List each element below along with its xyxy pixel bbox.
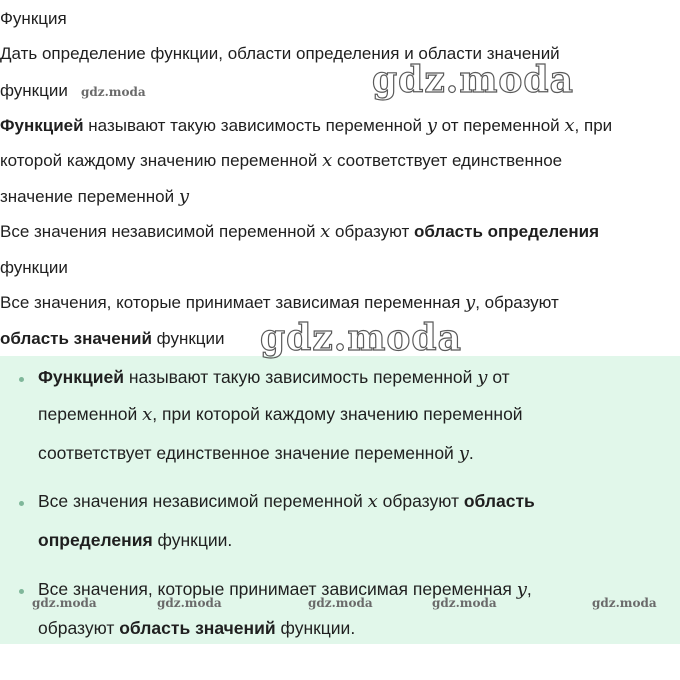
variable-y: y bbox=[465, 292, 476, 313]
answer-item-1-line-2 bbox=[38, 403, 523, 426]
text-fragment: , образуют bbox=[475, 293, 559, 312]
definition-domain-line-2 bbox=[0, 257, 68, 279]
watermark-large: gdz.moda bbox=[372, 59, 574, 101]
text-fragment: функции bbox=[151, 329, 225, 348]
text-fragment: Все значения, которые принимает зависимая переменная bbox=[0, 293, 466, 312]
variable-y: y bbox=[516, 579, 527, 600]
term-domain: область определения bbox=[413, 222, 600, 241]
variable-x: x bbox=[367, 491, 378, 512]
answer-item-2-line-2 bbox=[38, 529, 232, 551]
watermark-small: gdz.moda bbox=[432, 596, 497, 610]
text-fragment: функции. bbox=[152, 530, 233, 550]
text-fragment: образуют bbox=[38, 618, 120, 638]
term-function: Функцией bbox=[0, 116, 84, 135]
watermark-small: gdz.moda bbox=[308, 596, 373, 610]
term-function: Функцией bbox=[38, 367, 125, 387]
text-fragment: переменной bbox=[38, 404, 143, 424]
definition-range-line-1 bbox=[0, 292, 559, 314]
text-fragment: образуют bbox=[330, 222, 414, 241]
watermark-small: gdz.moda bbox=[32, 596, 97, 610]
task-text: Дать определение функции, области определения и области значений bbox=[0, 44, 560, 63]
text-fragment: соответствует единственное bbox=[332, 151, 563, 170]
watermark-small: gdz.moda bbox=[81, 85, 146, 99]
term-domain: область bbox=[463, 491, 535, 511]
task-line-2 bbox=[0, 80, 68, 102]
term-range: область значений bbox=[0, 329, 152, 348]
text-fragment: называют такую зависимость переменной bbox=[124, 367, 478, 387]
variable-x: x bbox=[564, 115, 575, 136]
title-text: Функция bbox=[0, 9, 67, 28]
text-fragment: , bbox=[526, 579, 532, 599]
text-fragment: называют такую зависимость переменной bbox=[83, 116, 427, 135]
page-title bbox=[0, 8, 67, 30]
text-fragment: функции. bbox=[275, 618, 356, 638]
task-text-end: функции bbox=[0, 81, 68, 100]
text-fragment: Все значения, которые принимает зависимая переменная bbox=[38, 579, 517, 599]
watermark-large: gdz.moda bbox=[260, 317, 462, 359]
variable-x: x bbox=[320, 221, 331, 242]
text-fragment: соответствует единственное значение переменной bbox=[38, 443, 459, 463]
variable-y: y bbox=[178, 186, 189, 207]
watermark-small: gdz.moda bbox=[157, 596, 222, 610]
text-fragment: , при которой каждому значению переменной bbox=[152, 404, 523, 424]
text-fragment: , при bbox=[574, 116, 613, 135]
text-fragment: которой каждому значению переменной bbox=[0, 151, 323, 170]
variable-y: y bbox=[477, 367, 488, 388]
text-fragment: от bbox=[487, 367, 510, 387]
bullet-dot bbox=[19, 377, 24, 382]
term-range: область значений bbox=[119, 618, 276, 638]
variable-x: x bbox=[142, 404, 153, 425]
definition-function-line-1 bbox=[0, 115, 612, 137]
bullet-dot bbox=[19, 501, 24, 506]
variable-x: x bbox=[322, 150, 333, 171]
text-fragment: функции bbox=[0, 258, 68, 277]
definition-function-line-2 bbox=[0, 150, 562, 172]
term-domain-cont: определения bbox=[38, 530, 153, 550]
bullet-dot bbox=[19, 589, 24, 594]
text-fragment: Все значения независимой переменной bbox=[38, 491, 368, 511]
text-fragment: образуют bbox=[377, 491, 464, 511]
text-fragment: Все значения независимой переменной bbox=[0, 222, 321, 241]
variable-y: y bbox=[426, 115, 437, 136]
watermark-small: gdz.moda bbox=[592, 596, 657, 610]
text-fragment: значение переменной bbox=[0, 187, 179, 206]
text-fragment: от переменной bbox=[436, 116, 565, 135]
answer-item-1-line-3 bbox=[38, 442, 474, 465]
answer-item-3-line-2 bbox=[38, 617, 355, 639]
variable-y: y bbox=[458, 443, 469, 464]
answer-item-2-line-1 bbox=[38, 490, 535, 513]
definition-domain-line-1 bbox=[0, 221, 599, 243]
definition-range-line-2 bbox=[0, 328, 225, 350]
definition-function-line-3 bbox=[0, 186, 189, 208]
text-fragment: . bbox=[468, 443, 474, 463]
answer-item-1-line-1 bbox=[38, 366, 510, 389]
